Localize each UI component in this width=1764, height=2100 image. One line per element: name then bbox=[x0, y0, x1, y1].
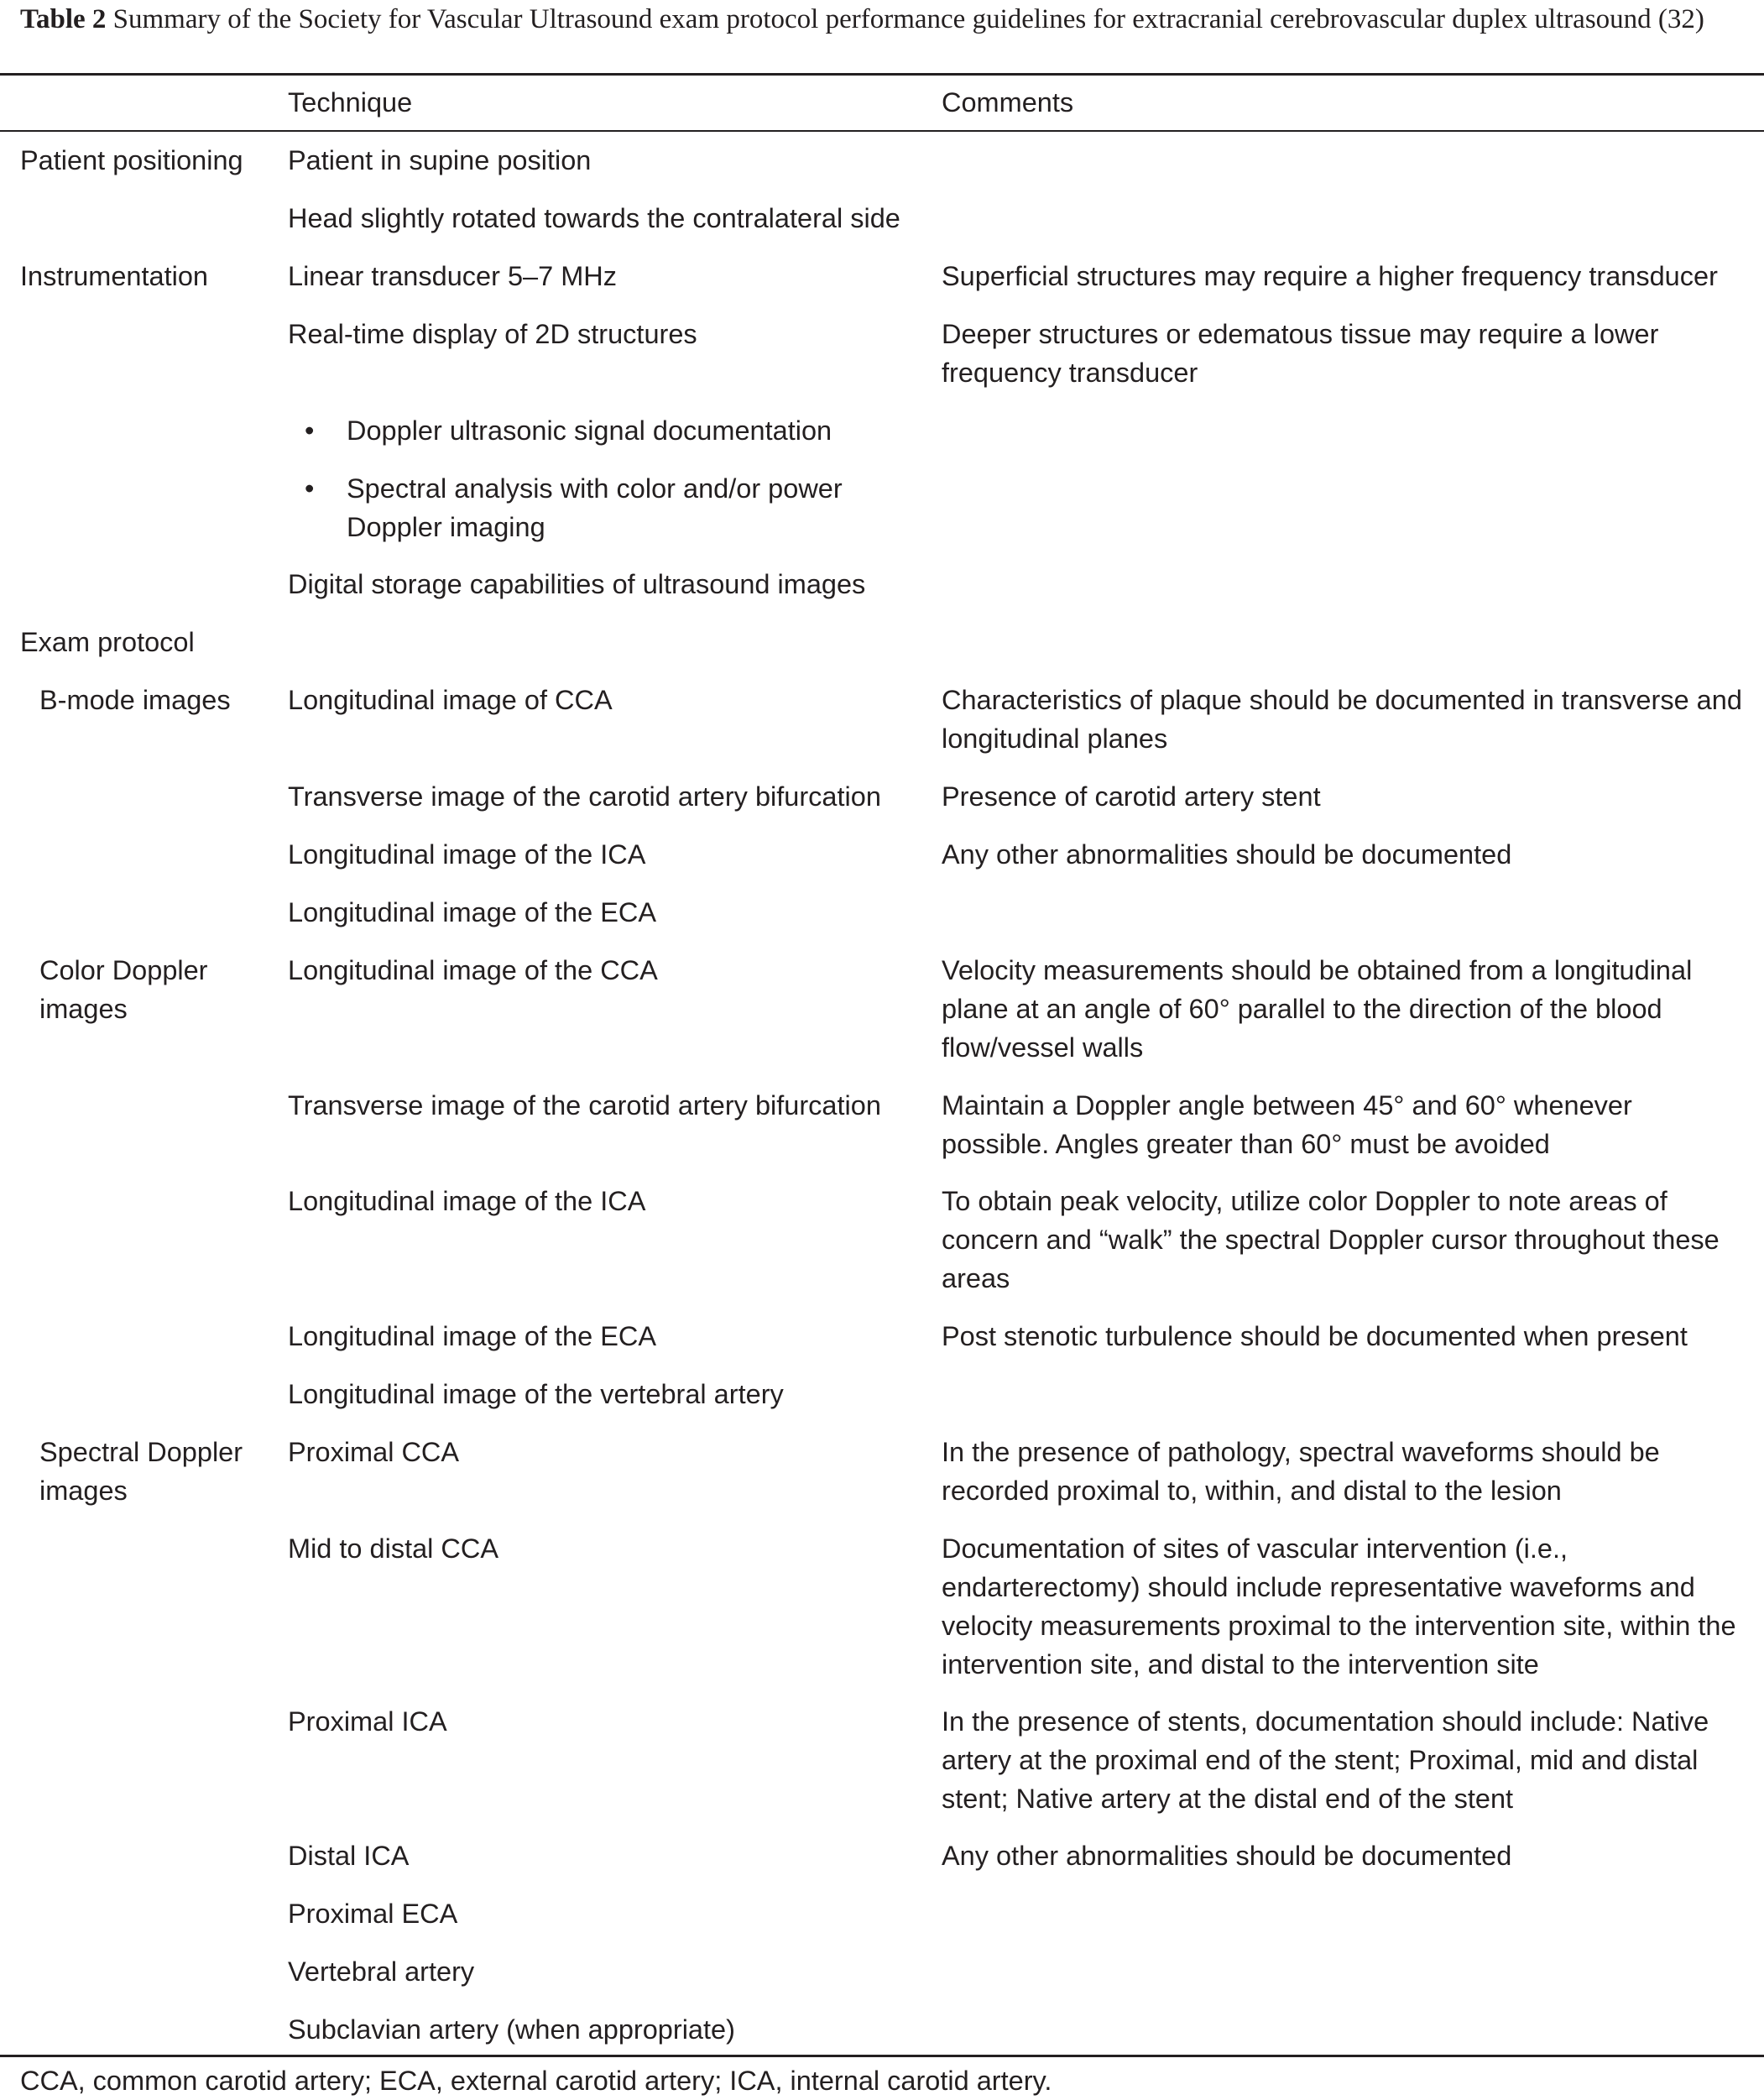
comment-cell: Documentation of sites of vascular intervention (i.e., endarterectomy) should include representative waveforms and velocity measurements proximal to the intervention site, within the intervention site, and distal to the intervention site bbox=[942, 1533, 1736, 1679]
category-cell: Exam protocol bbox=[20, 627, 195, 657]
technique-cell: Spectral analysis with color and/or power Doppler imaging bbox=[347, 473, 843, 542]
comment-cell: Any other abnormalities should be documented bbox=[942, 1841, 1512, 1871]
technique-cell: Real-time display of 2D structures bbox=[288, 319, 697, 349]
comment-cell: Maintain a Doppler angle between 45° and 60° whenever possible. Angles greater than 60° must be avoided bbox=[942, 1090, 1632, 1159]
technique-cell: Longitudinal image of the ICA bbox=[288, 1186, 646, 1216]
comment-cell: Any other abnormalities should be documented bbox=[942, 839, 1512, 870]
comment-cell: In the presence of stents, documentation should include: Native artery at the proximal end of the stent; Proximal, mid and distal stent; Native artery at the distal end of the stent bbox=[942, 1706, 1709, 1814]
subcategory-cell: Spectral Doppler images bbox=[39, 1437, 243, 1506]
technique-cell: Transverse image of the carotid artery bifurcation bbox=[288, 781, 881, 812]
comment-cell: Velocity measurements should be obtained from a longitudinal plane at an angle of 60° parallel to the direction of the blood flow/vessel walls bbox=[942, 955, 1693, 1063]
table-header-rule bbox=[0, 130, 1764, 132]
technique-cell: Head slightly rotated towards the contralateral side bbox=[288, 203, 900, 233]
technique-cell: Proximal CCA bbox=[288, 1437, 460, 1467]
technique-cell: Mid to distal CCA bbox=[288, 1533, 499, 1564]
comment-cell: Presence of carotid artery stent bbox=[942, 781, 1321, 812]
technique-cell: Longitudinal image of the CCA bbox=[288, 955, 658, 985]
category-cell: Instrumentation bbox=[20, 261, 209, 291]
technique-cell: Digital storage capabilities of ultrasound images bbox=[288, 569, 866, 599]
comment-cell: To obtain peak velocity, utilize color Doppler to note areas of concern and “walk” the spectral Doppler cursor throughout these areas bbox=[942, 1186, 1720, 1293]
subcategory-cell: B-mode images bbox=[39, 685, 231, 715]
subcategory-cell: Color Doppler images bbox=[39, 955, 208, 1024]
table-caption bbox=[20, 0, 1749, 39]
category-cell: Patient positioning bbox=[20, 145, 243, 175]
table-title: Summary of the Society for Vascular Ultrasound exam protocol performance guidelines for extracranial cerebrovascular duplex ultrasound (32) bbox=[112, 4, 1704, 34]
comment-cell: Superficial structures may require a higher frequency transducer bbox=[942, 261, 1718, 291]
technique-cell: Distal ICA bbox=[288, 1841, 410, 1871]
technique-cell: Longitudinal image of the ECA bbox=[288, 1321, 657, 1351]
table-label: Table 2 bbox=[20, 4, 107, 34]
technique-cell: Vertebral artery bbox=[288, 1956, 475, 1987]
technique-cell: Linear transducer 5–7 MHz bbox=[288, 261, 617, 291]
technique-cell: Longitudinal image of the ECA bbox=[288, 897, 657, 927]
comment-cell: Deeper structures or edematous tissue may require a lower frequency transducer bbox=[942, 319, 1659, 388]
technique-cell: Proximal ICA bbox=[288, 1706, 447, 1737]
comment-cell: Characteristics of plaque should be documented in transverse and longitudinal planes bbox=[942, 685, 1742, 754]
technique-cell: Proximal ECA bbox=[288, 1899, 458, 1929]
technique-cell: Longitudinal image of the vertebral artery bbox=[288, 1379, 784, 1409]
table-footnote: CCA, common carotid artery; ECA, external carotid artery; ICA, internal carotid artery. bbox=[20, 2066, 1052, 2096]
header-technique: Technique bbox=[288, 87, 413, 118]
header-comments: Comments bbox=[942, 87, 1074, 118]
bullet-icon: • bbox=[305, 415, 315, 446]
technique-cell: Longitudinal image of CCA bbox=[288, 685, 613, 715]
technique-cell: Subclavian artery (when appropriate) bbox=[288, 2014, 735, 2045]
technique-cell: Longitudinal image of the ICA bbox=[288, 839, 646, 870]
comment-cell: In the presence of pathology, spectral waveforms should be recorded proximal to, within, and distal to the lesion bbox=[942, 1437, 1660, 1506]
comment-cell: Post stenotic turbulence should be documented when present bbox=[942, 1321, 1688, 1351]
table-top-rule bbox=[0, 73, 1764, 76]
technique-cell: Patient in supine position bbox=[288, 145, 592, 175]
table-bottom-rule bbox=[0, 2055, 1764, 2057]
technique-cell: Transverse image of the carotid artery bifurcation bbox=[288, 1090, 881, 1121]
bullet-icon: • bbox=[305, 473, 315, 504]
technique-cell: Doppler ultrasonic signal documentation bbox=[347, 415, 832, 446]
